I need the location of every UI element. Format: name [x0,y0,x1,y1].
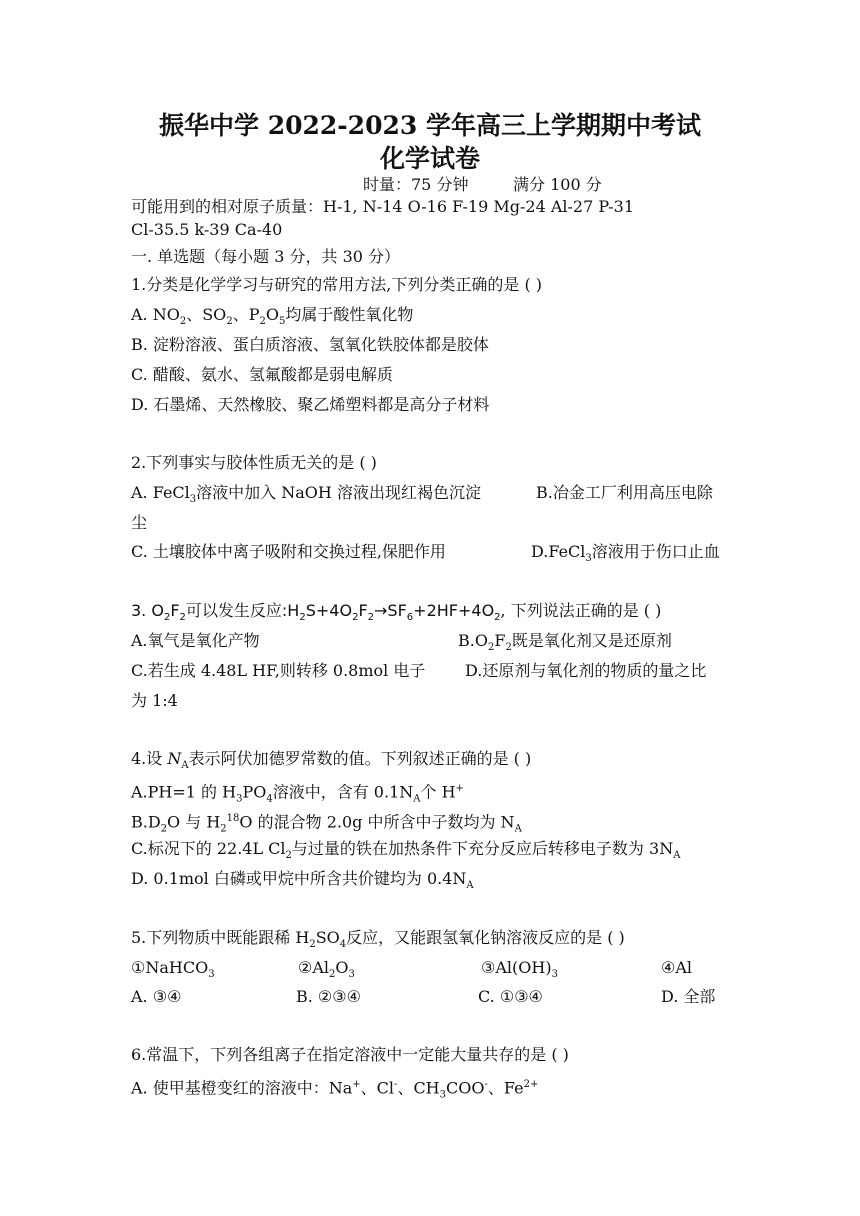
question-5-item-3: $③Al(OH)_3$ [481,958,558,981]
question-4-option-b: $B.D_2O$ 与 $H_2^{18}O$ 的混合物 2.0g 中所含中子数均为 $N_A$ [131,812,522,835]
question-5-option-d: D. 全部 [661,987,716,1006]
section-heading: 一. 单选题（每小题 3 分，共 30 分） [131,247,401,266]
question-3-stem: 3. $O_2F_2$可以发生反应$:H_2S+4O_2F_2\to SF_6+2HF+4O_2$, 下列说法正确的是 ( ) [131,601,662,624]
exam-score: 满分 100 分 [513,175,602,194]
question-3-option-b: $B.O_2F_2$既是氧化剂又是还原剂 [458,631,672,654]
question-5-option-b: B. ②③④ [296,987,361,1006]
question-5-option-a: A. ③④ [131,987,182,1006]
atomic-masses-line1: 可能用到的相对原子质量：H-1, N-14 O-16 F-19 Mg-24 Al-27 P-31 [131,197,635,216]
question-4-option-a: A.PH=1 的 $H_3PO_4$溶液中，含有 $0.1N_A$个 H+ [131,782,464,805]
question-1-option-b: B. 淀粉溶液、蛋白质溶液、氢氧化铁胶体都是胶体 [131,335,489,354]
question-4-option-c: C.标况下的 22.4L $Cl_2$与过量的铁在加热条件下充分反应后转移电子数为 $3N_A$ [131,839,681,862]
question-4-option-d: D. 0.1mol 白磷或甲烷中所含共价键均为 $0.4N_A$ [131,869,474,892]
exam-title: 振华中学 2022-2023 学年高三上学期期中考试 [159,111,701,140]
question-5-option-c: C. ①③④ [478,987,543,1006]
question-3-option-d-cont: 为 1:4 [131,691,178,710]
question-5-item-2: $②Al_2O_3$ [298,958,355,981]
exam-time: 时量：75 分钟 [363,175,469,194]
question-5-item-4: ④Al [661,958,693,977]
question-2-option-d: D.FeCl$_3$溶液用于伤口止血 [531,542,720,565]
question-5-stem: 5.下列物质中既能跟稀 $H_2SO_4$反应，又能跟氢氧化钠溶液反应的是 ( ) [131,928,625,951]
question-6-stem: 6.常温下，下列各组离子在指定溶液中一定能大量共存的是 ( ) [131,1045,569,1064]
question-4-stem: 4.设 $N_A$表示阿伏加德罗常数的值。下列叙述正确的是 ( ) [131,749,532,772]
question-3-option-c: C.若生成 4.48L HF,则转移 0.8mol 电子 [131,661,426,680]
question-3-option-a: A.氧气是氧化产物 [131,631,260,650]
exam-subject: 化学试卷 [379,144,480,173]
question-2-option-c: C. 土壤胶体中离子吸附和交换过程,保肥作用 [131,542,446,561]
question-2-stem: 2.下列事实与胶体性质无关的是 ( ) [131,453,377,472]
question-3-option-d: D.还原剂与氧化剂的物质的量之比 [465,661,707,680]
question-6-option-a: A. 使甲基橙变红的溶液中：Na+、Cl-、$CH_3COO^-$、$Fe^{2+}$ [131,1078,539,1101]
question-1-stem: 1.分类是化学学习与研究的常用方法,下列分类正确的是 ( ) [131,275,543,294]
question-2-option-b: B.冶金工厂利用高压电除 [536,483,713,502]
question-5-item-1: ①NaHCO$_3$ [131,958,215,981]
question-1-option-c: C. 醋酸、氨水、氢氟酸都是弱电解质 [131,365,393,384]
atomic-masses-line2: Cl-35.5 k-39 Ca-40 [131,220,283,239]
question-1-option-a: A. $NO_2$、$SO_2$、$P_2O_5$均属于酸性氧化物 [131,305,414,328]
question-2-option-b-cont: 尘 [131,513,148,532]
question-1-option-d: D. 石墨烯、天然橡胶、聚乙烯塑料都是高分子材料 [131,395,490,414]
question-2-option-a: A. FeCl$_3$溶液中加入 NaOH 溶液出现红褐色沉淀 [131,483,481,506]
